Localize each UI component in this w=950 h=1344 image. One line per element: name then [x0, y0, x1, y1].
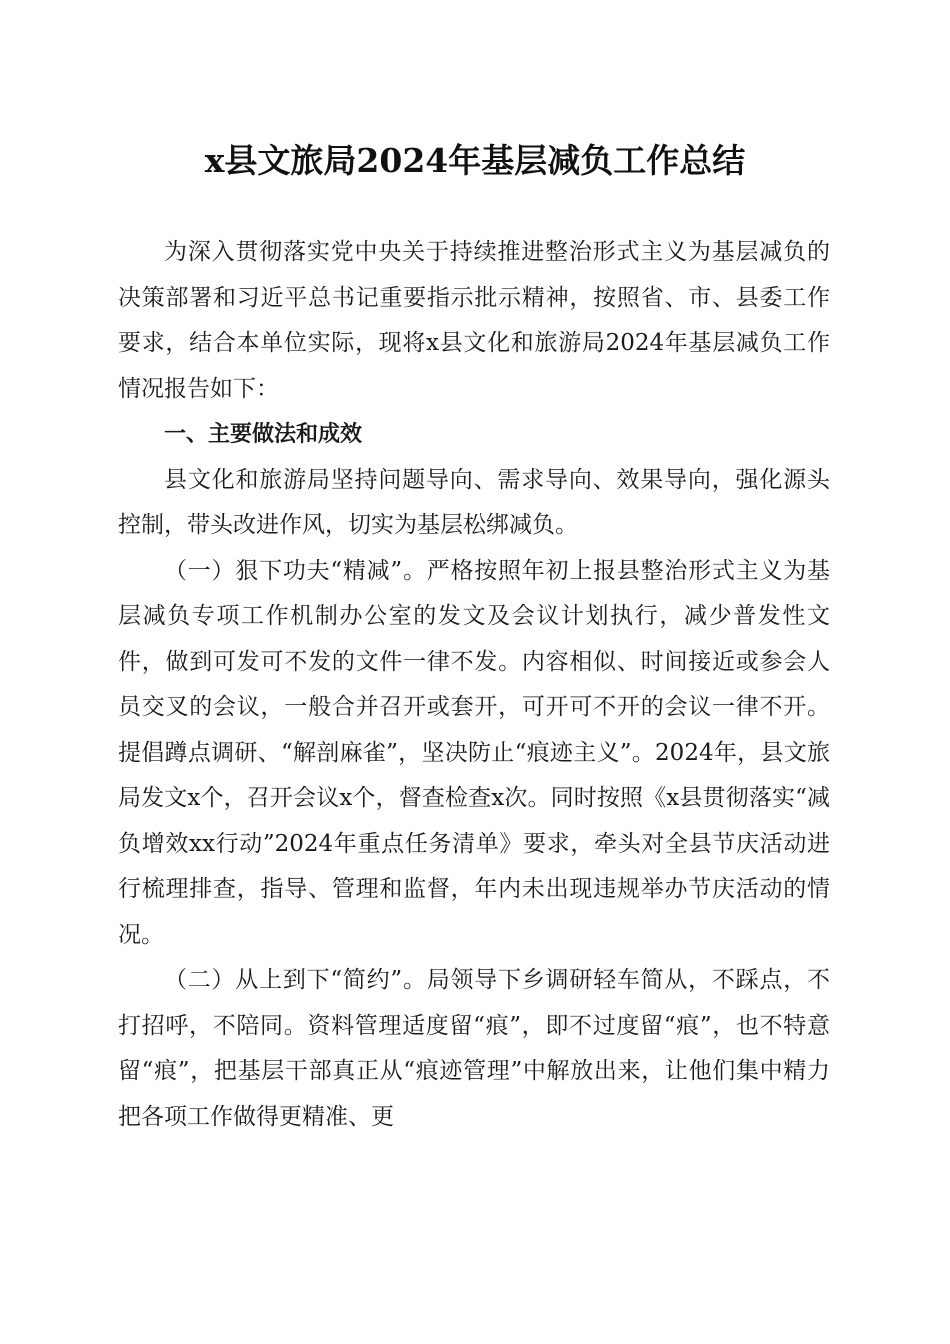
subsection-1-paragraph: （一）狠下功夫“精减”。严格按照年初上报县整治形式主义为基层减负专项工作机制办公室的发文及会议计划执行，减少普发性文件，做到可发可不发的文件一律不发。内容相似、时间接近或参会人员交叉的会议，一般合并召开或套开，可开可不开的会议一律不开。提倡蹲点调研、“解剖麻雀”，坚决防止“痕迹主义”。2024年，县文旅局发文x个，召开会议x个，督查检查x次。同时按照《x县贯彻落实“减负增效xx行动”2024年重点任务清单》要求，牵头对全县节庆活动进行梳理排查，指导、管理和监督，年内未出现违规举办节庆活动的情况。: [118, 557, 830, 948]
intro-paragraph: 为深入贯彻落实党中央关于持续推进整治形式主义为基层减负的决策部署和习近平总书记重要指示批示精神，按照省、市、县委工作要求，结合本单位实际，现将x县文化和旅游局2024年基层减负工作情况报告如下：: [118, 239, 830, 402]
section-heading: 一、主要做法和成效: [164, 422, 363, 447]
document-title: x县文旅局2024年基层减负工作总结: [204, 141, 746, 180]
section-intro-paragraph: 县文化和旅游局坚持问题导向、需求导向、效果导向，强化源头控制，带头改进作风，切实为基层松绑减负。: [118, 466, 830, 538]
document-body: [118, 230, 830, 1140]
subsection-2-paragraph: （二）从上到下“简约”。局领导下乡调研轻车简从，不踩点，不打招呼，不陪同。资料管理适度留“痕”，即不过度留“痕”，也不特意留“痕”，把基层干部真正从“痕迹管理”中解放出来，让他们集中精力把各项工作做得更精准、更: [118, 967, 830, 1130]
